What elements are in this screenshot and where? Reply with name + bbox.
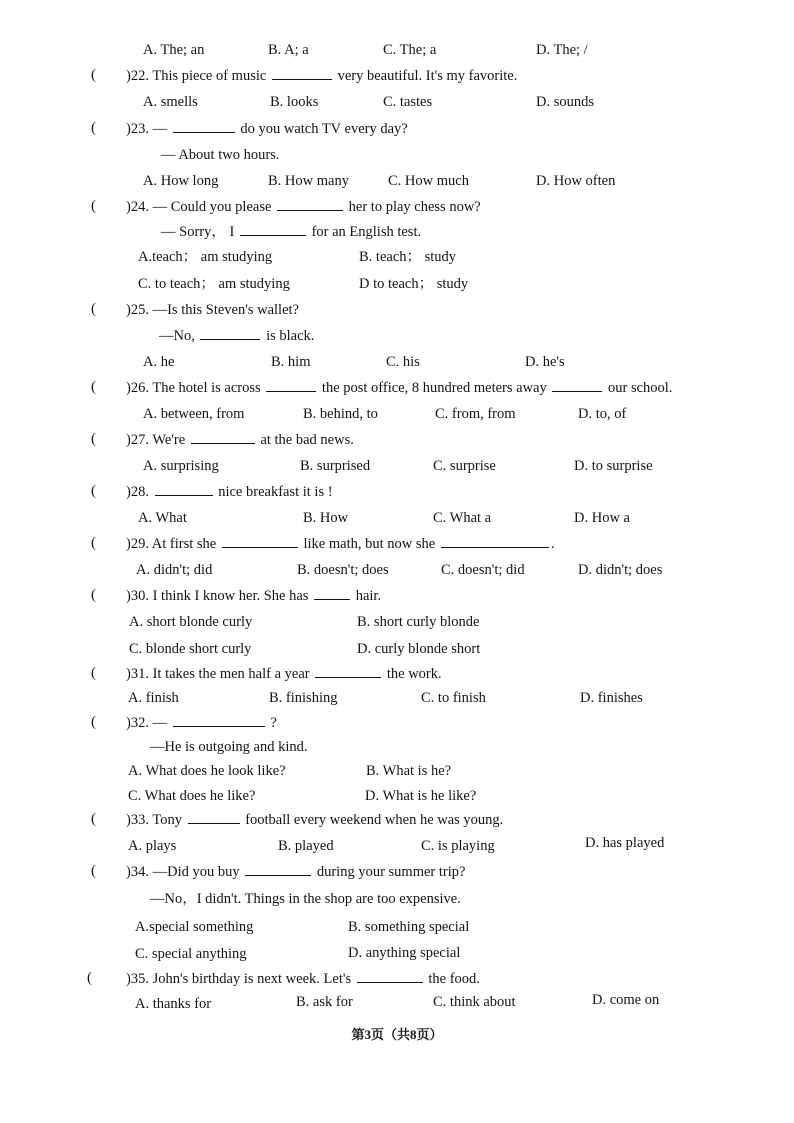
answer-blank — [155, 494, 213, 496]
question-number: )27. — [126, 432, 149, 448]
answer-blank — [245, 874, 311, 876]
option-c: C. is playing — [421, 838, 495, 854]
answer-blank — [240, 234, 306, 236]
question-stem — [126, 865, 465, 880]
question-stem — [126, 716, 277, 731]
option-c: C. his — [386, 354, 420, 370]
page-footer: 第3页（共8页） — [351, 1027, 443, 1042]
answer-blank — [315, 676, 381, 678]
q21-option-a: A. The; an — [143, 42, 205, 58]
question-number: )35. — [126, 971, 149, 987]
question-number: )30. — [126, 588, 149, 604]
answer-line — [159, 329, 314, 344]
stem-text: at the bad news. — [260, 432, 354, 448]
answer-blank — [188, 822, 240, 824]
option-d: D. to surprise — [574, 458, 653, 474]
answer-blank — [266, 390, 316, 392]
answer-bracket: ( — [91, 301, 96, 317]
question-number: )33. — [126, 812, 149, 828]
answer-bracket: ( — [91, 665, 96, 681]
option-d: D. to, of — [578, 406, 627, 422]
stem-text: nice breakfast it is ! — [218, 484, 333, 500]
option-d: D. anything special — [348, 945, 461, 961]
option-a: A. between, from — [143, 406, 245, 422]
option-c: C. think about — [433, 994, 516, 1010]
stem-text: the post office, 8 hundred meters away — [321, 380, 547, 396]
option-c: C. tastes — [383, 94, 433, 110]
stem-text: her to play chess now? — [348, 199, 481, 215]
question-stem — [126, 537, 554, 552]
stem-text: — — [152, 715, 168, 731]
question-stem — [126, 433, 354, 448]
option-c: C. doesn't; did — [441, 562, 525, 578]
answer-blank — [191, 442, 255, 444]
answer-bracket: ( — [91, 120, 96, 136]
option-a: A. What — [138, 510, 187, 526]
option-d: D. How a — [574, 510, 630, 526]
stem-text: — Sorry， I — [161, 224, 235, 240]
option-b: B. him — [271, 354, 311, 370]
answer-line: — About two hours. — [161, 147, 280, 163]
question-stem — [126, 813, 503, 828]
option-d: D. come on — [592, 992, 660, 1008]
stem-text: the food. — [428, 971, 480, 987]
option-c: C. to teach； am studying — [138, 276, 290, 292]
option-d: D. finishes — [580, 690, 643, 706]
option-a: A.special something — [135, 919, 254, 935]
stem-text: At first she — [151, 536, 217, 552]
option-d: D. he's — [525, 354, 565, 370]
stem-text: for an English test. — [311, 224, 422, 240]
option-b: B. behind, to — [303, 406, 378, 422]
option-a: A. surprising — [143, 458, 219, 474]
stem-text: during your summer trip? — [316, 864, 466, 880]
option-a: A. What does he look like? — [128, 763, 286, 779]
answer-blank — [173, 131, 235, 133]
option-a: A. plays — [128, 838, 177, 854]
option-b: B. finishing — [269, 690, 338, 706]
question-stem — [126, 381, 672, 396]
stem-text: is black. — [266, 328, 315, 344]
option-a: A. he — [143, 354, 175, 370]
stem-text: I think I know her. She has — [152, 588, 309, 604]
stem-text: —No, — [159, 328, 195, 344]
q21-option-b: B. A; a — [268, 42, 309, 58]
stem-text: our school. — [608, 380, 673, 396]
question-stem — [126, 972, 480, 987]
question-stem — [126, 69, 517, 84]
option-b: B. How many — [268, 173, 349, 189]
option-d: D. has played — [585, 835, 665, 851]
answer-bracket: ( — [91, 714, 96, 730]
option-d: D. How often — [536, 173, 616, 189]
option-b: B. What is he? — [366, 763, 452, 779]
option-d: D. What is he like? — [365, 788, 477, 804]
stem-text: This piece of music — [152, 68, 267, 84]
option-b: B. teach； study — [359, 249, 457, 265]
option-a: A. thanks for — [135, 996, 212, 1012]
option-c: C. blonde short curly — [129, 641, 252, 657]
option-b: B. How — [303, 510, 349, 526]
stem-text: like math, but now she — [303, 536, 436, 552]
option-c: C. surprise — [433, 458, 496, 474]
option-b: B. doesn't; does — [297, 562, 389, 578]
option-c: C. from, from — [435, 406, 516, 422]
stem-text: football every weekend when he was young. — [245, 812, 504, 828]
stem-text: very beautiful. It's my favorite. — [337, 68, 518, 84]
question-number: )22. — [126, 68, 149, 84]
option-b: B. surprised — [300, 458, 371, 474]
stem-text: hair. — [355, 588, 382, 604]
q21-option-d: D. The; / — [536, 42, 588, 58]
option-b: B. something special — [348, 919, 470, 935]
answer-bracket: ( — [91, 483, 96, 499]
answer-bracket: ( — [91, 811, 96, 827]
option-c: C. What a — [433, 510, 492, 526]
answer-blank — [314, 598, 350, 600]
question-number: )32. — [126, 715, 149, 731]
question-number: )24. — [126, 199, 149, 215]
stem-text: The hotel is across — [152, 380, 261, 396]
option-b: B. ask for — [296, 994, 353, 1010]
option-d: D. didn't; does — [578, 562, 663, 578]
answer-blank — [272, 78, 332, 80]
answer-blank — [441, 546, 549, 548]
question-stem — [126, 122, 408, 137]
answer-blank — [200, 338, 260, 340]
stem-text: Tony — [152, 812, 182, 828]
question-number: )28. — [126, 484, 149, 500]
question-number: )34. — [126, 864, 149, 880]
question-number: )23. — [126, 121, 149, 137]
answer-bracket: ( — [91, 863, 96, 879]
stem-text: — — [152, 121, 168, 137]
q21-option-c: C. The; a — [383, 42, 437, 58]
answer-line — [161, 225, 421, 240]
stem-text: —Did you buy — [152, 864, 240, 880]
answer-bracket: ( — [87, 970, 92, 986]
answer-blank — [552, 390, 602, 392]
answer-bracket: ( — [91, 535, 96, 551]
answer-blank — [357, 981, 423, 983]
stem-text: John's birthday is next week. Let's — [152, 971, 352, 987]
stem-text: —Is this Steven's wallet? — [152, 302, 299, 318]
question-stem — [126, 485, 333, 500]
stem-text: do you watch TV every day? — [240, 121, 408, 137]
answer-bracket: ( — [91, 67, 96, 83]
question-number: )26. — [126, 380, 149, 396]
stem-text: . — [550, 536, 555, 552]
option-a: A. smells — [143, 94, 198, 110]
question-stem — [126, 200, 481, 215]
option-a: A. short blonde curly — [129, 614, 253, 630]
question-stem — [126, 667, 442, 682]
stem-text: — Could you please — [152, 199, 272, 215]
answer-line: —He is outgoing and kind. — [150, 739, 308, 755]
question-number: )31. — [126, 666, 149, 682]
stem-text: It takes the men half a year — [152, 666, 310, 682]
question-stem — [126, 303, 299, 318]
question-stem — [126, 589, 381, 604]
option-a: A. How long — [143, 173, 219, 189]
answer-blank — [222, 546, 298, 548]
option-d: D. sounds — [536, 94, 595, 110]
option-d: D to teach； study — [359, 276, 469, 292]
option-c: C. special anything — [135, 946, 247, 962]
stem-text: ? — [270, 715, 277, 731]
question-number: )25. — [126, 302, 149, 318]
option-d: D. curly blonde short — [357, 641, 481, 657]
option-c: C. How much — [388, 173, 469, 189]
option-a: A. finish — [128, 690, 179, 706]
option-a: A. didn't; did — [136, 562, 213, 578]
stem-text: We're — [152, 432, 186, 448]
option-a: A.teach； am studying — [138, 249, 273, 265]
answer-bracket: ( — [91, 198, 96, 214]
answer-blank — [277, 209, 343, 211]
answer-bracket: ( — [91, 379, 96, 395]
question-number: )29. — [126, 536, 149, 552]
answer-bracket: ( — [91, 431, 96, 447]
stem-text: the work. — [386, 666, 442, 682]
answer-line: —No，I didn't. Things in the shop are too expensive. — [150, 891, 461, 907]
option-b: B. played — [278, 838, 334, 854]
option-b: B. short curly blonde — [357, 614, 480, 630]
option-b: B. looks — [270, 94, 319, 110]
answer-bracket: ( — [91, 587, 96, 603]
option-c: C. to finish — [421, 690, 486, 706]
option-c: C. What does he like? — [128, 788, 256, 804]
answer-blank — [173, 725, 265, 727]
